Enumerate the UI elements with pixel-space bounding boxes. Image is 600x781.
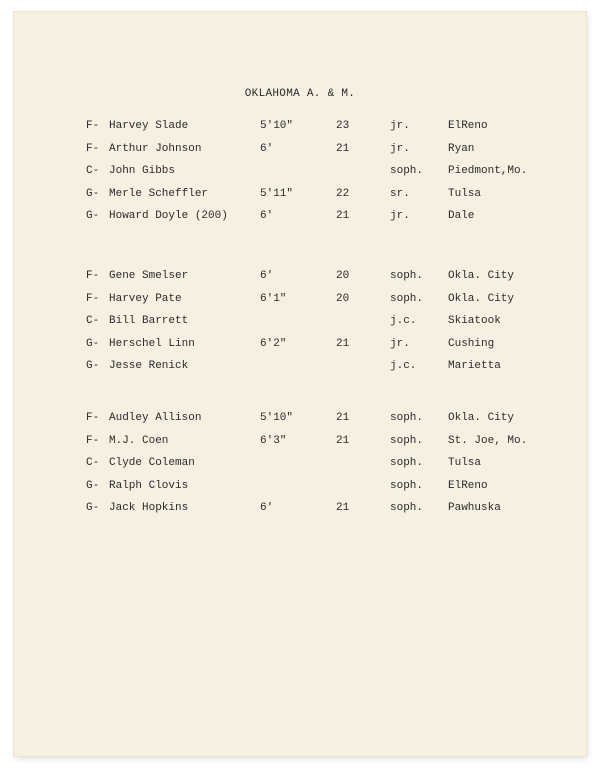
player-class: soph. xyxy=(390,270,424,282)
position-label: C- xyxy=(86,315,100,327)
page-title: OKLAHOMA A. & M. xyxy=(244,88,356,100)
player-height: 5'11" xyxy=(260,187,294,200)
player-hometown: Okla. City xyxy=(448,292,515,305)
player-class: jr. xyxy=(390,210,410,222)
paper-sheet xyxy=(14,12,586,756)
player-class: soph. xyxy=(390,502,424,514)
player-name: Herschel Linn xyxy=(109,337,195,350)
position-label: F- xyxy=(86,434,100,447)
player-class: j.c. xyxy=(390,315,417,327)
player-hometown: Dale xyxy=(448,210,475,222)
player-name: Jack Hopkins xyxy=(109,502,189,514)
player-height: 6'2" xyxy=(260,337,287,350)
player-hometown: Skiatook xyxy=(448,315,501,327)
position-label: C- xyxy=(86,165,100,177)
roster-row xyxy=(14,360,586,376)
player-age: 22 xyxy=(336,187,350,200)
player-class: soph. xyxy=(390,165,424,177)
player-name: Jesse Renick xyxy=(109,360,189,372)
roster-row xyxy=(14,188,586,204)
position-label: G- xyxy=(86,337,100,350)
player-hometown: ElReno xyxy=(448,479,488,492)
roster-row xyxy=(14,120,586,136)
player-height: 5'10" xyxy=(260,412,294,424)
player-hometown: Pawhuska xyxy=(448,502,501,514)
player-hometown: ElReno xyxy=(448,120,488,132)
position-label: G- xyxy=(86,479,100,492)
player-hometown: St. Joe, Mo. xyxy=(448,434,528,447)
player-hometown: Cushing xyxy=(448,337,495,350)
player-age: 20 xyxy=(336,270,350,282)
player-name: Bill Barrett xyxy=(109,315,189,327)
player-name: Harvey Slade xyxy=(109,120,189,132)
player-class: jr. xyxy=(390,142,410,155)
player-height: 6' xyxy=(260,270,274,282)
player-class: soph. xyxy=(390,457,424,469)
position-label: G- xyxy=(86,360,100,372)
player-age: 23 xyxy=(336,120,350,132)
player-age: 21 xyxy=(336,142,350,155)
player-age: 21 xyxy=(336,337,350,350)
player-name: M.J. Coen xyxy=(109,434,169,447)
position-label: G- xyxy=(86,187,100,200)
player-age: 21 xyxy=(336,502,350,514)
roster-row xyxy=(14,293,586,309)
roster-row xyxy=(14,270,586,286)
player-class: j.c. xyxy=(390,360,417,372)
player-class: soph. xyxy=(390,434,424,447)
player-name: Howard Doyle (200) xyxy=(109,210,228,222)
player-name: Harvey Pate xyxy=(109,292,182,305)
player-height: 6' xyxy=(260,142,274,155)
position-label: F- xyxy=(86,120,100,132)
player-name: Audley Allison xyxy=(109,412,202,424)
player-name: Clyde Coleman xyxy=(109,457,195,469)
roster-row xyxy=(14,315,586,331)
player-height: 5'10" xyxy=(260,120,294,132)
player-hometown: Marietta xyxy=(448,360,501,372)
player-hometown: Tulsa xyxy=(448,457,482,469)
roster-row xyxy=(14,412,586,428)
player-hometown: Ryan xyxy=(448,142,475,155)
position-label: F- xyxy=(86,292,100,305)
player-height: 6' xyxy=(260,210,274,222)
player-hometown: Tulsa xyxy=(448,187,482,200)
player-name: John Gibbs xyxy=(109,165,176,177)
player-class: soph. xyxy=(390,479,424,492)
player-class: soph. xyxy=(390,412,424,424)
player-hometown: Piedmont,Mo. xyxy=(448,165,528,177)
player-class: jr. xyxy=(390,120,410,132)
player-class: soph. xyxy=(390,292,424,305)
player-height: 6'1" xyxy=(260,292,287,305)
roster-row xyxy=(14,502,586,518)
position-label: G- xyxy=(86,502,100,514)
roster-row xyxy=(14,143,586,159)
player-age: 21 xyxy=(336,434,350,447)
player-name: Gene Smelser xyxy=(109,270,189,282)
player-class: jr. xyxy=(390,337,410,350)
player-age: 21 xyxy=(336,210,350,222)
player-class: sr. xyxy=(390,187,410,200)
position-label: F- xyxy=(86,412,100,424)
position-label: F- xyxy=(86,270,100,282)
roster-row xyxy=(14,210,586,226)
position-label: G- xyxy=(86,210,100,222)
player-age: 20 xyxy=(336,292,350,305)
roster-row xyxy=(14,165,586,181)
roster-row xyxy=(14,457,586,473)
roster-row xyxy=(14,480,586,496)
player-hometown: Okla. City xyxy=(448,270,515,282)
player-height: 6'3" xyxy=(260,434,287,447)
position-label: F- xyxy=(86,142,100,155)
roster-row xyxy=(14,435,586,451)
position-label: C- xyxy=(86,457,100,469)
player-name: Ralph Clovis xyxy=(109,479,189,492)
player-name: Merle Scheffler xyxy=(109,187,209,200)
player-hometown: Okla. City xyxy=(448,412,515,424)
player-name: Arthur Johnson xyxy=(109,142,202,155)
player-age: 21 xyxy=(336,412,350,424)
player-height: 6' xyxy=(260,502,274,514)
roster-row xyxy=(14,338,586,354)
